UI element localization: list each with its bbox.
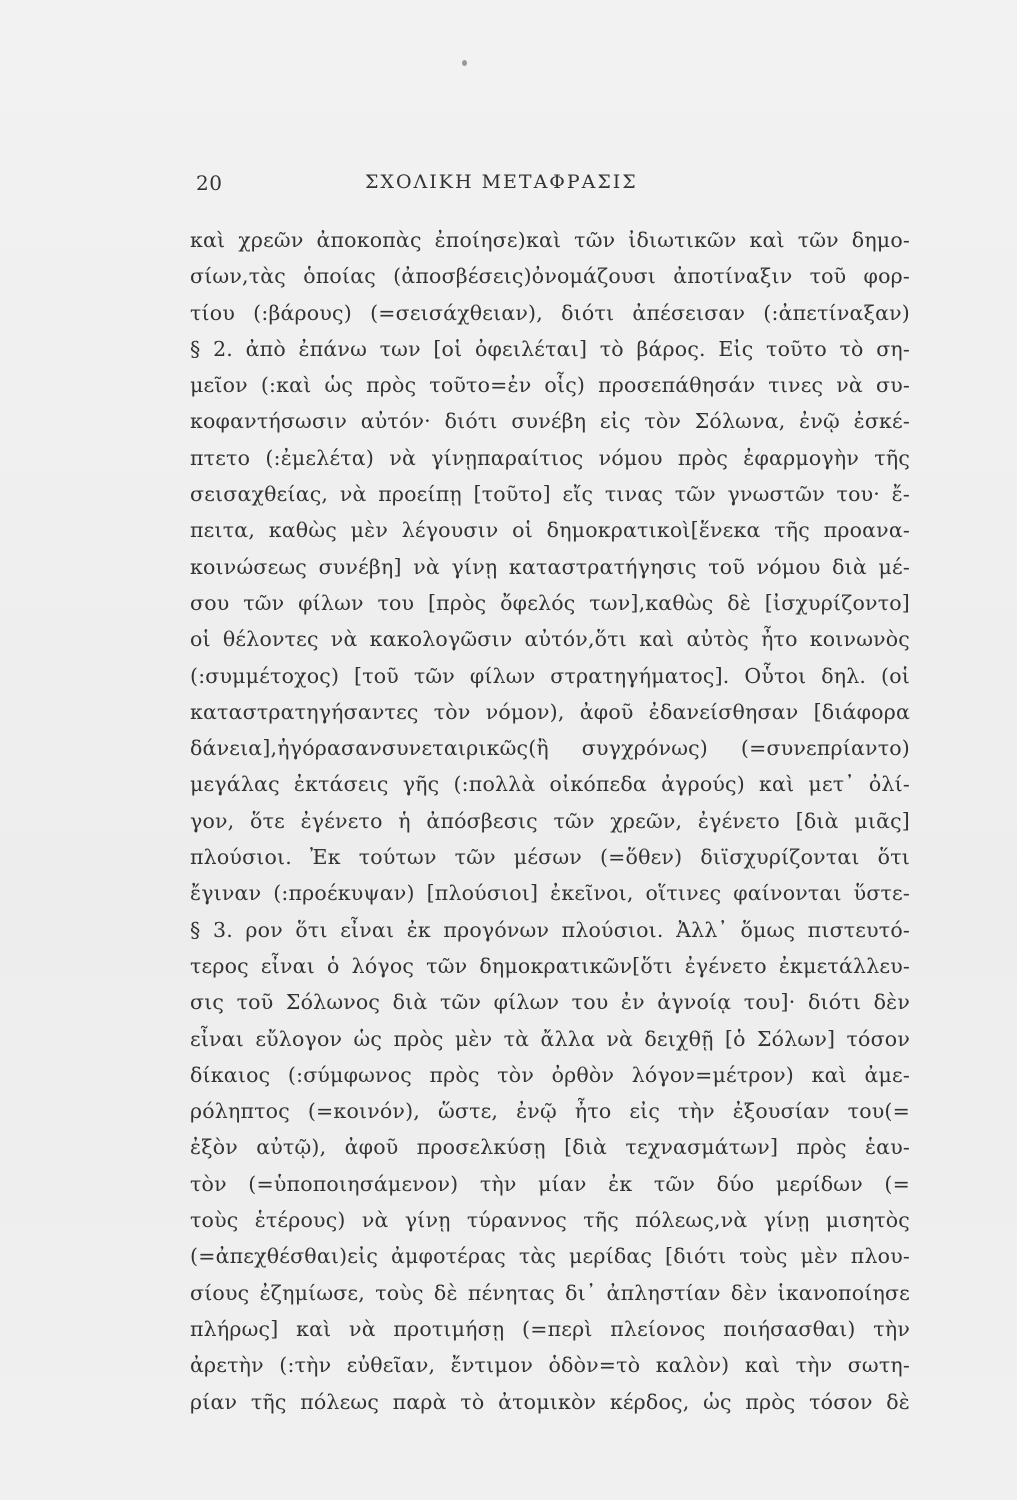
text-line: σεισαχθείας, νὰ προείπῃ [τοῦτο] εἴς τινας τῶν γνωστῶν του· ἔ-	[190, 482, 910, 507]
text-line: κοινώσεως συνέβη] νὰ γίνῃ καταστρατήγησις τοῦ νόμου διὰ μέ-	[190, 554, 910, 579]
text-line: κοφαντήσωσιν αὐτόν· διότι συνέβη εἰς τὸν Σόλωνα, ἐνῷ ἐσκέ-	[190, 409, 910, 434]
text-line: πλούσιοι. Ἐκ τούτων τῶν μέσων (=ὅθεν) διϊσχυρίζονται ὅτι	[190, 845, 910, 870]
text-line: πτετο (:ἐμελέτα) νὰ γίνῃπαραίτιος νόμου πρὸς ἐφαρμογὴν τῆς	[190, 445, 910, 470]
text-line: δάνεια],ἠγόρασανσυνεταιρικῶς(ἢ συγχρόνως) (=συνεπρίαντο)	[190, 736, 910, 761]
text-line: ρόληπτος (=κοινόν), ὥστε, ἐνῷ ἦτο εἰς τὴν ἐξουσίαν του(=	[190, 1099, 910, 1124]
text-line: σις τοῦ Σόλωνος διὰ τῶν φίλων του ἐν ἀγνοίᾳ του]· διότι δὲν	[190, 990, 910, 1015]
text-line: πλήρως] καὶ νὰ προτιμήσῃ (=περὶ πλείονος ποιήσασθαι) τὴν	[190, 1316, 910, 1341]
text-line: τοὺς ἑτέρους) νὰ γίνῃ τύραννος τῆς πόλεως,νὰ γίνῃ μισητὸς	[190, 1208, 910, 1233]
text-line: (=ἀπεχθέσθαι)εἰς ἀμφοτέρας τὰς μερίδας [διότι τοὺς μὲν πλου-	[190, 1244, 910, 1269]
text-line: σίους ἐζημίωσε, τοὺς δὲ πένητας δι᾽ ἀπληστίαν δὲν ἱκανοποίησε	[190, 1280, 910, 1305]
text-line: τὸν (=ὑποποιησάμενον) τὴν μίαν ἐκ τῶν δύο μερίδων (=	[190, 1171, 910, 1196]
text-line: σίων,τὰς ὁποίας (ἀποσβέσεις)ὀνομάζουσι ἀποτίναξιν τοῦ φορ-	[190, 264, 910, 289]
text-line: γον, ὅτε ἐγένετο ἡ ἀπόσβεσις τῶν χρεῶν, ἐγένετο [διὰ μιᾶς]	[190, 808, 910, 833]
body-text	[190, 222, 910, 1420]
text-line: (:συμμέτοχος) [τοῦ τῶν φίλων στρατηγήματος]. Οὗτοι δηλ. (οἱ	[190, 663, 910, 688]
text-line: οἱ θέλοντες νὰ κακολογῶσιν αὐτόν,ὅτι καὶ αὐτὸς ἦτο κοινωνὸς	[190, 627, 910, 652]
text-line: δίκαιος (:σύμφωνος πρὸς τὸν ὀρθὸν λόγον=μέτρον) καὶ ἀμε-	[190, 1062, 910, 1087]
text-line: μεῖον (:καὶ ὡς πρὸς τοῦτο=ἐν οἷς) προσεπάθησάν τινες νὰ συ-	[190, 373, 910, 398]
text-line: πειτα, καθὼς μὲν λέγουσιν οἱ δημοκρατικοὶ[ἕνεκα τῆς προανα-	[190, 518, 910, 543]
text-line: ρίαν τῆς πόλεως παρὰ τὸ ἀτομικὸν κέρδος, ὡς πρὸς τόσον δὲ	[190, 1389, 910, 1414]
text-line: ἔγιναν (:προέκυψαν) [πλούσιοι] ἐκεῖνοι, οἵτινες φαίνονται ὕστε-	[190, 881, 910, 906]
text-line: καὶ χρεῶν ἀποκοπὰς ἐποίησε)καὶ τῶν ἰδιωτικῶν καὶ τῶν δημο-	[190, 228, 910, 252]
page-number: 20	[196, 171, 223, 195]
running-title: ΣΧΟΛΙΚΗ ΜΕΤΑΦΡΑΣΙΣ	[365, 171, 638, 193]
text-line: μεγάλας ἐκτάσεις γῆς (:πολλὰ οἰκόπεδα ἀγρούς) καὶ μετ᾽ ὀλί-	[190, 772, 910, 797]
text-line: τίου (:βάρους) (=σεισάχθειαν), διότι ἀπέσεισαν (:ἀπετίναξαν)	[190, 300, 910, 325]
text-line: § 3. ρον ὅτι εἶναι ἐκ προγόνων πλούσιοι. Ἀλλ᾽ ὅμως πιστευτό-	[190, 917, 910, 942]
text-line: σου τῶν φίλων του [πρὸς ὄφελός των],καθὼς δὲ [ἰσχυρίζοντο]	[190, 590, 910, 615]
text-line: ἀρετὴν (:τὴν εὐθεῖαν, ἔντιμον ὁδὸν=τὸ καλὸν) καὶ τὴν σωτη-	[190, 1353, 910, 1378]
text-line: καταστρατηγήσαντες τὸν νόμον), ἀφοῦ ἐδανείσθησαν [διάφορα	[190, 699, 910, 724]
text-line: § 2. ἀπὸ ἐπάνω των [οἱ ὀφειλέται] τὸ βάρος. Εἰς τοῦτο τὸ ση-	[190, 336, 910, 361]
text-line: ἐξὸν αὐτῷ), ἀφοῦ προσελκύσῃ [διὰ τεχνασμάτων] πρὸς ἑαυ-	[190, 1135, 910, 1160]
ink-speck	[462, 60, 467, 66]
text-line: τερος εἶναι ὁ λόγος τῶν δημοκρατικῶν[ὅτι ἐγένετο ἐκμετάλλευ-	[190, 953, 910, 978]
text-line: εἶναι εὔλογον ὡς πρὸς μὲν τὰ ἄλλα νὰ δειχθῇ [ὁ Σόλων] τόσον	[190, 1026, 910, 1051]
